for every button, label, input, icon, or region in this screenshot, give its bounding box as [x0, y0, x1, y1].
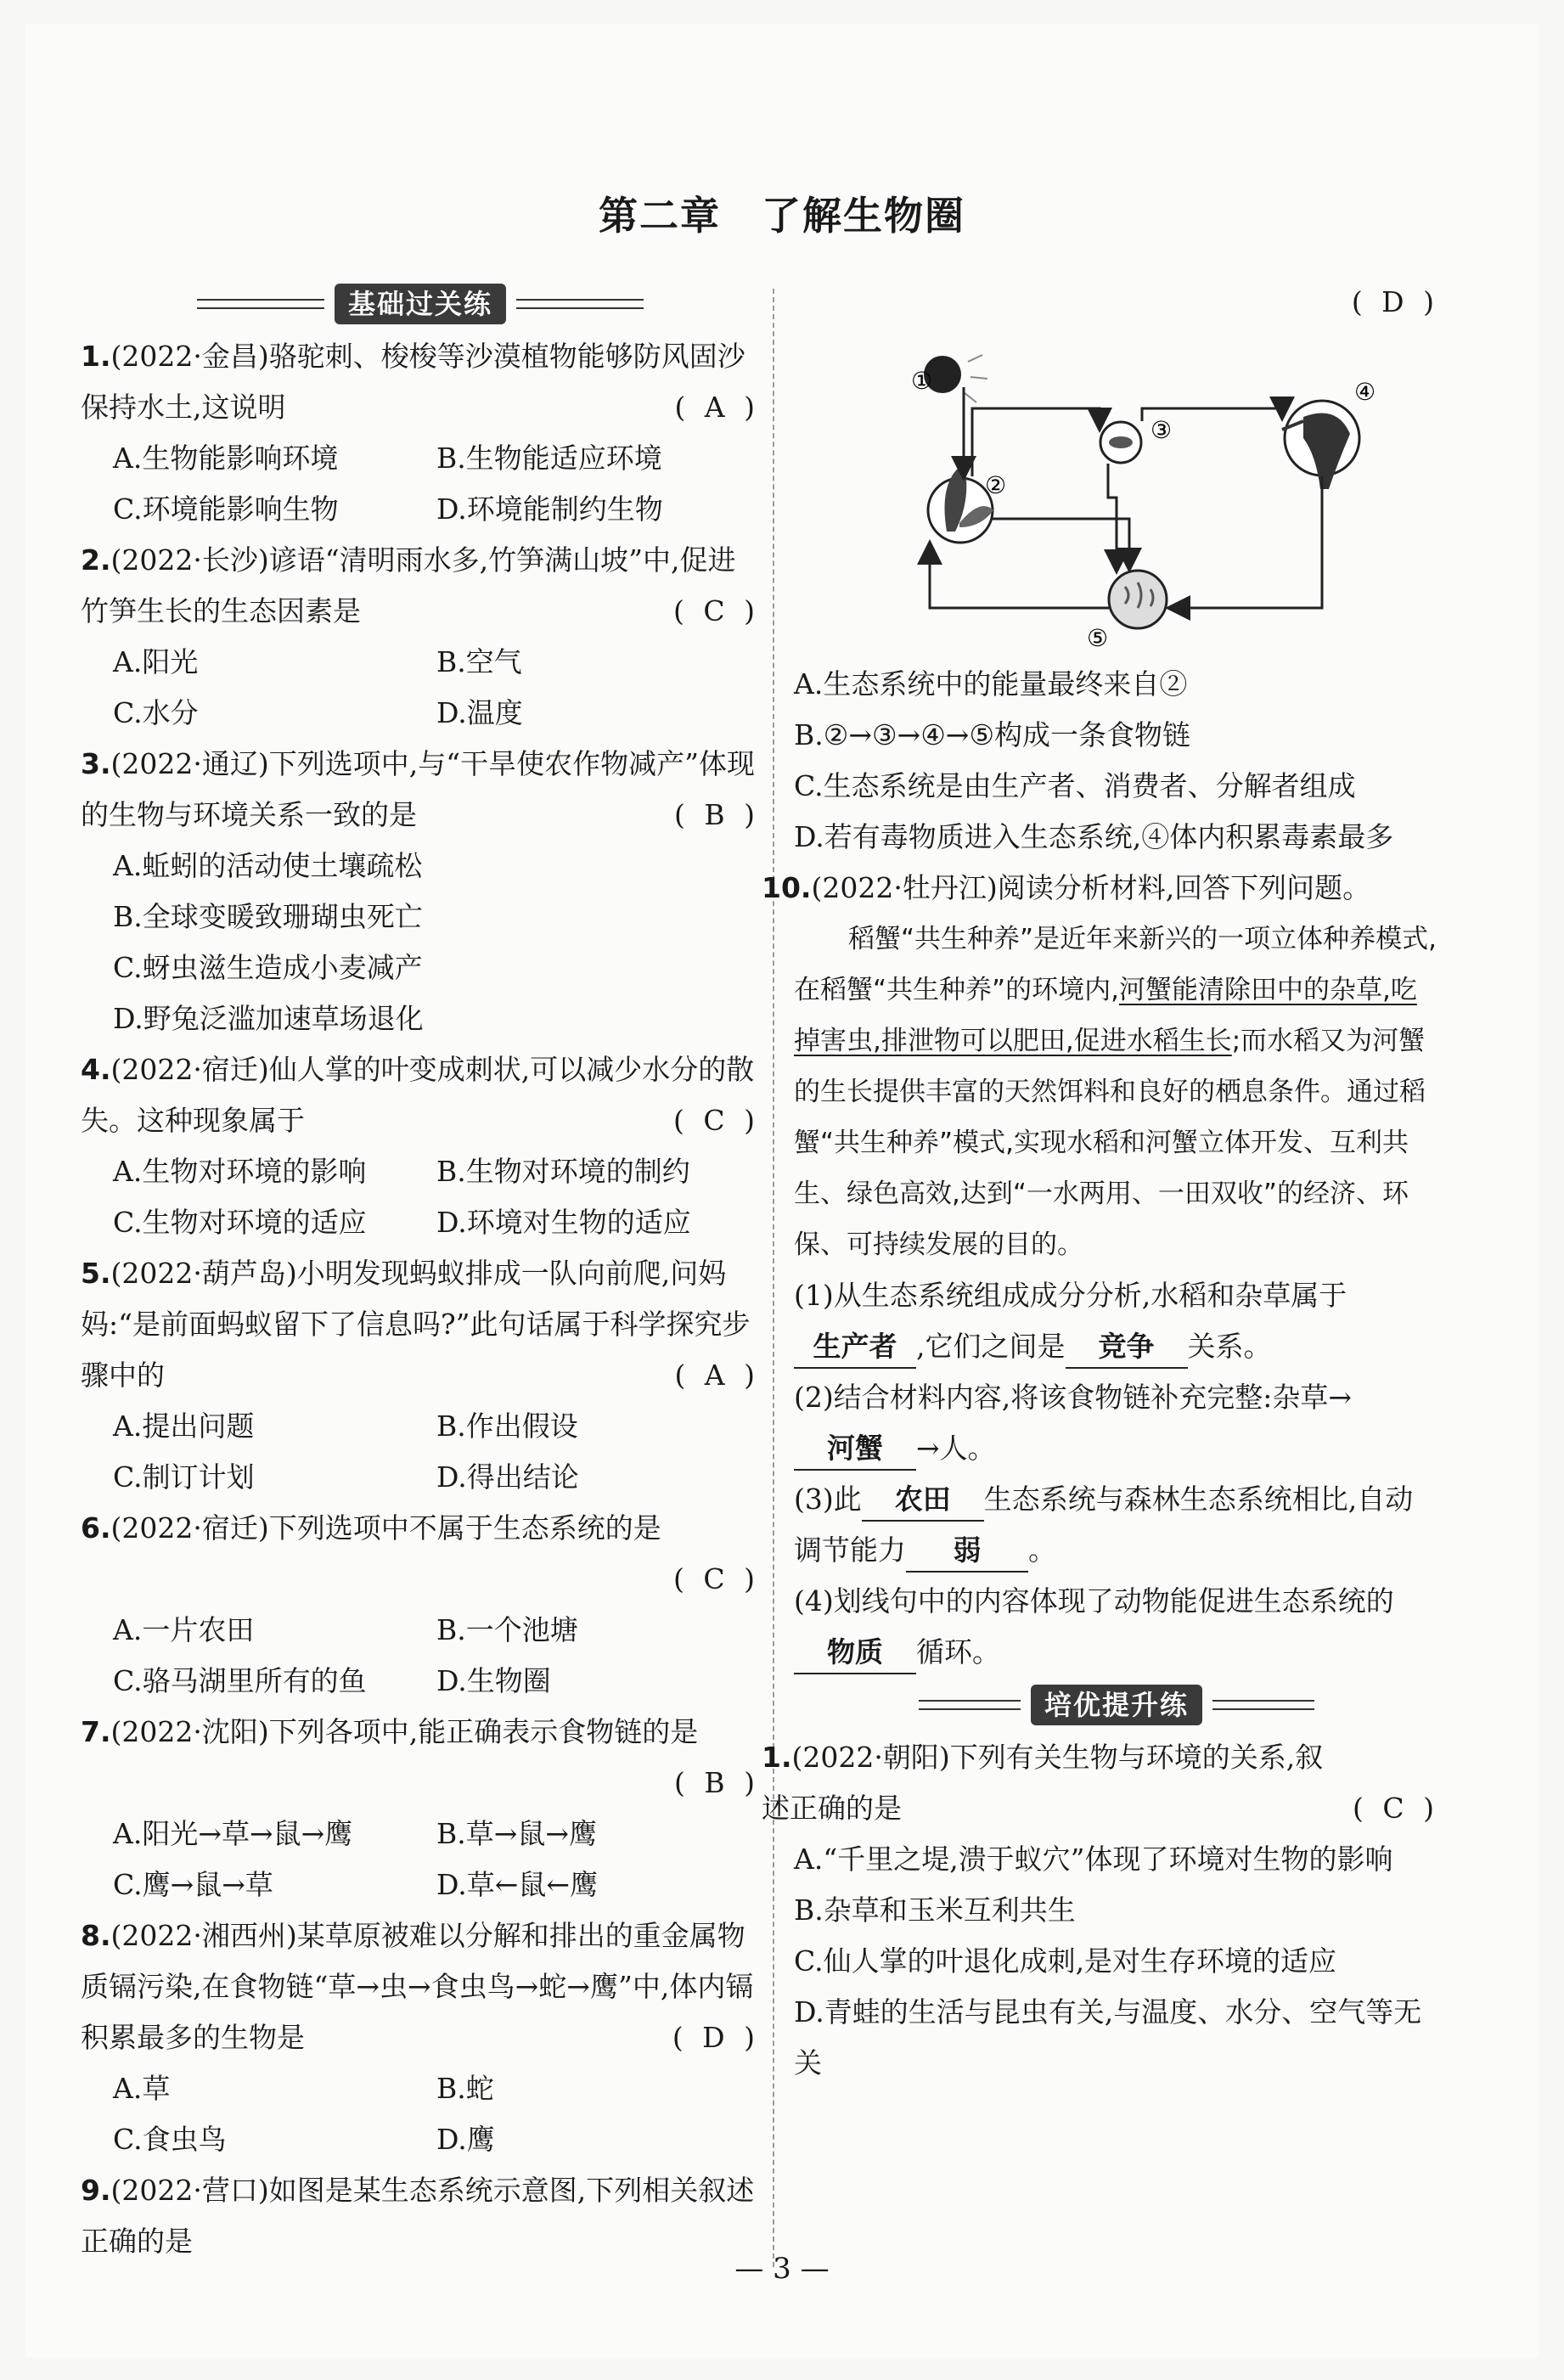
options: A.蚯蚓的活动使土壤疏松 B.全球变暖致珊瑚虫死亡 C.蚜虫滋生造成小麦减产 D.野兔泛滥加速草场退化 — [113, 849, 424, 1035]
section-banner-basic: 基础过关练 — [81, 280, 760, 328]
underlined-sentence: 河蟹能清除田中的杂草,吃掉害虫,排泄物可以肥田,促进水稻生长 — [794, 975, 1417, 1056]
answer: ( C ) — [673, 1562, 760, 1595]
options: A.生物能影响环境 B.生物能适应环境 C.环境能影响生物 D.环境能制约生物 — [113, 442, 663, 526]
plant-icon — [928, 464, 993, 543]
options: A.一片农田 B.一个池塘 C.骆马湖里所有的鱼 D.生物圈 — [113, 1613, 578, 1697]
section-banner-advanced: 培优提升练 — [794, 1681, 1439, 1729]
question-10: 10.(2022·牡丹江)阅读分析材料,回答下列问题。 — [762, 871, 1371, 904]
question-6: 6.(2022·宿迁)下列选项中不属于生态系统的是 ( C ) — [81, 1503, 760, 1605]
ecosystem-svg — [794, 328, 1439, 659]
answer: ( D ) — [1351, 285, 1439, 318]
decomposer-icon — [1109, 571, 1167, 628]
answer: ( B ) — [674, 1766, 760, 1799]
answer: ( C ) — [673, 1104, 760, 1137]
question-4: 4.(2022·宿迁)仙人掌的叶变成刺状,可以减少水分的散失。这种现象属于 ( C ) — [81, 1044, 760, 1146]
question-5: 5.(2022·葫芦岛)小明发现蚂蚁排成一队向前爬,问妈妈:“是前面蚂蚁留下了信息吗?”此句话属于科学探究步骤中的 ( A ) — [81, 1248, 760, 1401]
chapter-title: 第二章 了解生物圈 — [599, 193, 965, 239]
question-2: 2.(2022·长沙)谚语“清明雨水多,竹笋满山坡”中,促进竹笋生长的生态因素是 ( C ) — [81, 535, 760, 637]
insect-icon — [1100, 422, 1141, 463]
blank-answer: 竞争 — [1066, 1326, 1188, 1369]
question-1: 1.(2022·金昌)骆驼刺、梭梭等沙漠植物能够防风固沙保持水土,这说明 ( A ) — [81, 331, 760, 433]
answer: ( D ) — [672, 2021, 760, 2054]
right-column — [762, 280, 1439, 2089]
blank-answer: 物质 — [794, 1632, 916, 1674]
options: A.生物对环境的影响 B.生物对环境的制约 C.生物对环境的适应 D.环境对生物的适应 — [113, 1155, 691, 1239]
question-9-answer-line — [794, 280, 1439, 328]
blank-answer: 河蟹 — [794, 1428, 916, 1471]
answer: ( C ) — [1353, 1792, 1439, 1825]
answer: ( B ) — [674, 798, 760, 831]
subquestion-2: (2)结合材料内容,将该食物链补充完整:杂草→河蟹 →人。 — [794, 1372, 1439, 1474]
advanced-question-1: 1.(2022·朝阳)下列有关生物与环境的关系,叙述正确的是 ( C ) — [762, 1732, 1439, 1834]
diagram-label-4: ④ — [1354, 378, 1376, 406]
question-9: 9.(2022·营口)如图是某生态系统示意图,下列相关叙述正确的是 — [81, 2174, 755, 2258]
question-7: 7.(2022·沈阳)下列各项中,能正确表示食物链的是 ( B ) — [81, 1707, 760, 1809]
blank-answer: 生产者 — [794, 1326, 916, 1369]
options: A.提出问题 B.作出假设 C.制订计划 D.得出结论 — [113, 1409, 579, 1494]
options: A.阳光→草→鼠→鹰 B.草→鼠→鹰 C.鹰→鼠→草 D.草←鼠←鹰 — [113, 1817, 599, 1901]
answer: ( A ) — [674, 1359, 760, 1392]
diagram-label-5: ⑤ — [1087, 624, 1109, 652]
bird-icon — [1282, 401, 1359, 489]
diagram-label-3: ③ — [1150, 416, 1173, 444]
answer: ( A ) — [674, 391, 760, 424]
subquestion-1: (1)从生态系统组成成分分析,水稻和杂草属于 生产者 ,它们之间是 竞争 关系。 — [794, 1270, 1439, 1372]
sun-icon — [924, 355, 987, 402]
left-column — [81, 280, 760, 2267]
options: A.生态系统中的能量最终来自② B.②→③→④→⑤构成一条食物链 C.生态系统是由生产者、消费者、分解者组成 D.若有毒物质进入生态系统,④体内积累毒素最多 — [794, 667, 1394, 853]
column-divider — [773, 289, 774, 2267]
ecosystem-diagram — [794, 328, 1439, 659]
options: A.阳光 B.空气 C.水分 D.温度 — [113, 645, 523, 729]
answer: ( C ) — [673, 594, 760, 627]
subquestion-4: (4)划线句中的内容体现了动物能促进生态系统的物质 循环。 — [794, 1576, 1439, 1678]
subquestion-3: (3)此 农田 生态系统与森林生态系统相比,自动调节能力 弱 。 — [794, 1474, 1439, 1576]
blank-answer: 农田 — [862, 1479, 984, 1522]
diagram-label-2: ② — [985, 471, 1007, 499]
diagram-label-1: ① — [911, 367, 933, 395]
reading-passage: 稻蟹“共生种养”是近年来新兴的一项立体种养模式,在稻蟹“共生种养”的环境内,河蟹能清除田中的杂草,吃掉害虫,排泄物可以肥田,促进水稻生长;而水稻又为河蟹的生长提供丰富的天然饵料和良好的栖息条件。通过稻蟹“共生种养”模式,实现水稻和河蟹立体开发、互利共生、绿色高效,达到“一水两用、一田双收”的经济、环保、可持续发展的目的。 — [794, 924, 1437, 1260]
options: A.草 B.蛇 C.食虫鸟 D.鹰 — [113, 2072, 495, 2156]
blank-answer: 弱 — [906, 1530, 1028, 1573]
page-number: — 3 — — [734, 2252, 830, 2286]
options: A.“千里之堤,溃于蚁穴”体现了环境对生物的影响 B.杂草和玉米互利共生 C.仙人掌的叶退化成刺,是对生存环境的适应 D.青蛙的生活与昆虫有关,与温度、水分、空气等无关 — [794, 1843, 1422, 2079]
question-8: 8.(2022·湘西州)某草原被难以分解和排出的重金属物质镉污染,在食物链“草→虫→食虫鸟→蛇→鹰”中,体内镉积累最多的生物是 ( D ) — [81, 1910, 760, 2063]
question-3: 3.(2022·通辽)下列选项中,与“干旱使农作物减产”体现的生物与环境关系一致的是 ( B ) — [81, 739, 760, 841]
